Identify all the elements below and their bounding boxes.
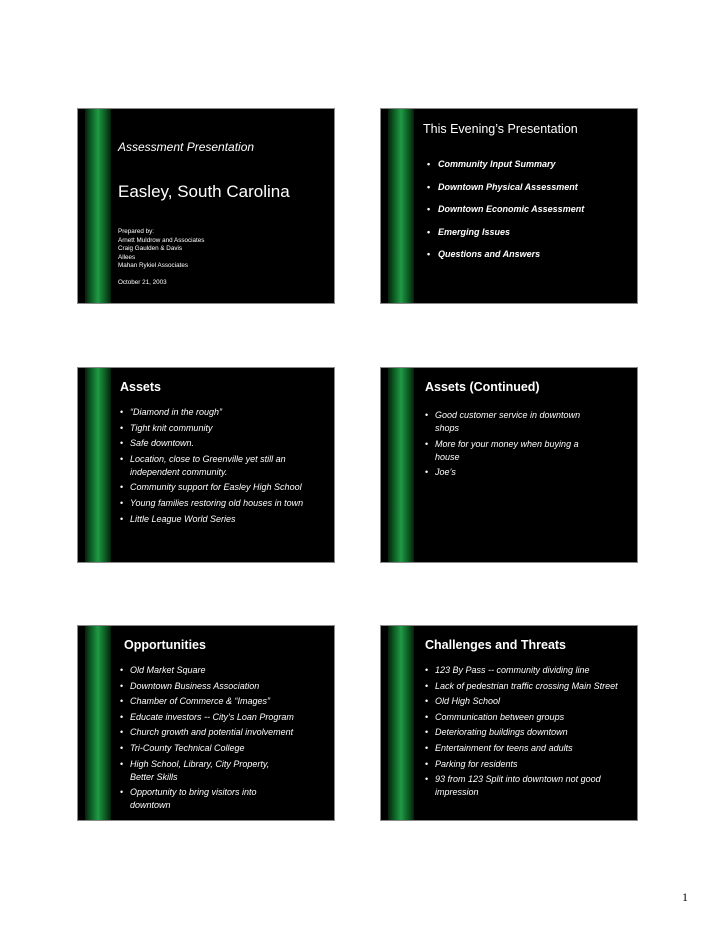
prepared-by-block [118,228,204,271]
prepared-by-label: Prepared by: [118,228,155,235]
list-item: • Downtown Economic Assessment [427,203,627,216]
green-bar [85,626,111,820]
list-item: • Downtown Physical Assessment [427,181,627,194]
list-item: • Church growth and potential involvement [120,726,320,739]
list-item: • 123 By Pass -- community dividing line [425,664,621,677]
list-item: • Community support for Easley High School [120,481,320,494]
slide-agenda [380,108,638,304]
green-bar [388,368,414,562]
page-number: 1 [682,890,688,904]
list-item: • 93 from 123 Split into downtown not good impression [425,773,621,799]
list-item: • Old Market Square [120,664,320,677]
slide-opportunities [77,625,335,821]
list-item: • Parking for residents [425,758,621,771]
slide-assets-continued [380,367,638,563]
list-item: • Young families restoring old houses in town [120,497,320,510]
slide-content [118,626,324,820]
list-item: • Questions and Answers [427,248,627,261]
list-item: • Lack of pedestrian traffic crossing Main Street [425,680,621,693]
slide-heading: Opportunities [124,638,206,652]
list-item: • Joe’s [425,466,599,479]
list-item: • More for your money when buying a house [425,438,599,464]
list-item: • Opportunity to bring visitors into downtown [120,786,320,812]
slide-subtitle: Assessment Presentation [118,140,255,154]
prepared-by-line: Arnett Muldrow and Associates [118,236,205,244]
slide-challenges [380,625,638,821]
green-bar [85,368,111,562]
list-item: • Deteriorating buildings downtown [425,726,621,739]
list-item: • Little League World Series [120,513,320,526]
assets-list [120,406,320,528]
list-item: • Chamber of Commerce & “Images” [120,695,320,708]
list-item: • Good customer service in downtown shops [425,409,599,435]
green-bar [388,626,414,820]
opportunities-list [120,664,320,815]
list-item: • Tri-County Technical College [120,742,320,755]
list-item: • “Diamond in the rough” [120,406,320,419]
slide-main-title: Easley, South Carolina [118,182,290,201]
presentation-date: October 21, 2003 [118,279,167,286]
slide-content [421,368,627,562]
slide-content [421,626,627,820]
prepared-by-line: Allees [118,253,136,261]
list-item: • High School, Library, City Property, Better Skills [120,758,320,784]
slide-heading: Assets [120,380,161,394]
list-item: • Communication between groups [425,711,621,724]
list-item: • Community Input Summary [427,158,627,171]
prepared-by-line: Mahan Rykiel Associates [118,262,188,270]
slide-heading: This Evening’s Presentation [423,122,578,136]
list-item: • Emerging Issues [427,226,627,239]
slide-content [118,368,324,562]
slide-heading: Challenges and Threats [425,638,567,652]
list-item: • Educate investors -- City’s Loan Program [120,711,320,724]
list-item: • Entertainment for teens and adults [425,742,621,755]
slide-heading: Assets (Continued) [425,380,540,394]
list-item: • Tight knit community [120,422,320,435]
green-bar [85,109,111,303]
slide-title [77,108,335,304]
challenges-list [425,664,621,802]
slide-assets [77,367,335,563]
agenda-list [427,158,627,271]
slide-content [421,109,627,303]
slide-content [118,109,324,303]
list-item: • Old High School [425,695,621,708]
list-item: • Downtown Business Association [120,680,320,693]
assets-continued-list [425,409,599,482]
list-item: • Safe downtown. [120,437,320,450]
prepared-by-line: Craig Gaulden & Davis [118,245,183,253]
list-item: • Location, close to Greenville yet still an independent community. [120,453,320,479]
green-bar [388,109,414,303]
